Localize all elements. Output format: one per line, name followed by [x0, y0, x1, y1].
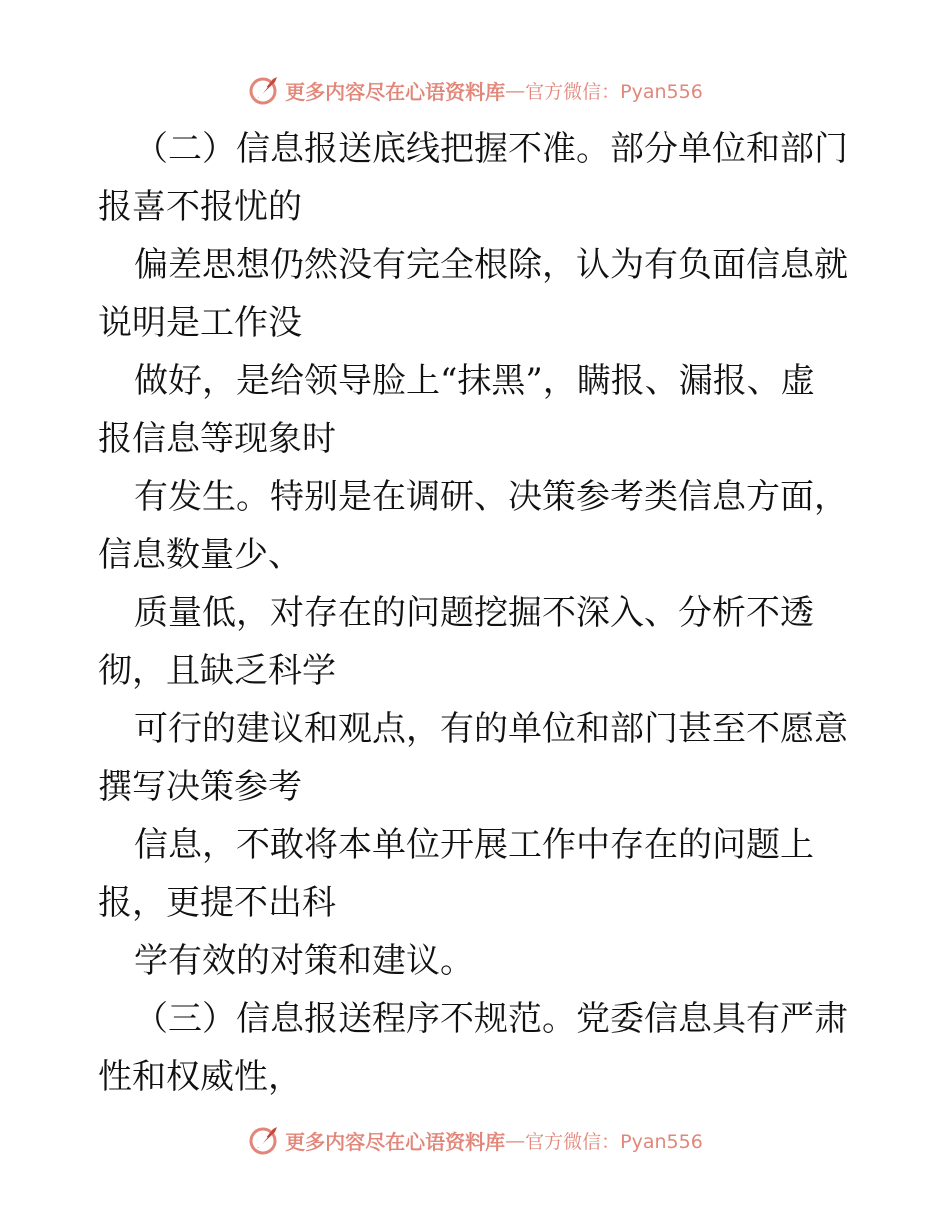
text-line: 质量低，对存在的问题挖掘不深入、分析不透: [134, 593, 814, 633]
text-line: 彻，且缺乏科学: [98, 651, 336, 691]
text-line: 报喜不报忧的: [98, 187, 302, 227]
banner-wechat: 官方微信：Pyan556: [525, 1130, 703, 1153]
text-line: （三）信息报送程序不规范。党委信息具有严肃: [134, 999, 848, 1039]
document-body: [98, 120, 850, 1106]
banner-title: 更多内容尽在心语资料库: [285, 1129, 506, 1154]
text-line: 报信息等现象时: [98, 419, 336, 459]
text-line: 说明是工作没: [98, 303, 302, 343]
header-banner: [0, 70, 950, 110]
text-line: 可行的建议和观点，有的单位和部门甚至不愿意: [134, 709, 848, 749]
banner-title: 更多内容尽在心语资料库: [285, 79, 506, 104]
text-line: 学有效的对策和建议。: [134, 941, 474, 981]
text-line: 信息数量少、: [98, 535, 302, 575]
text-line: 偏差思想仍然没有完全根除，认为有负面信息就: [134, 245, 848, 285]
banner-wechat: 官方微信：Pyan556: [525, 80, 703, 103]
feather-pen-logo-icon: [247, 73, 281, 107]
banner-separator: —: [505, 1128, 526, 1152]
banner-separator: —: [505, 78, 526, 102]
text-line: 信息，不敢将本单位开展工作中存在的问题上: [134, 825, 814, 865]
feather-pen-logo-icon: [247, 1123, 281, 1157]
text-line: 撰写决策参考: [98, 767, 302, 807]
text-line: 做好，是给领导脸上“抹黑”，瞒报、漏报、虚: [134, 361, 815, 401]
text-line: （二）信息报送底线把握不准。部分单位和部门: [134, 129, 848, 169]
text-line: 报，更提不出科: [98, 883, 336, 923]
text-line: 有发生。特别是在调研、决策参考类信息方面，: [134, 477, 848, 517]
footer-banner: [0, 1120, 950, 1160]
text-line: 性和权威性，: [98, 1057, 302, 1097]
